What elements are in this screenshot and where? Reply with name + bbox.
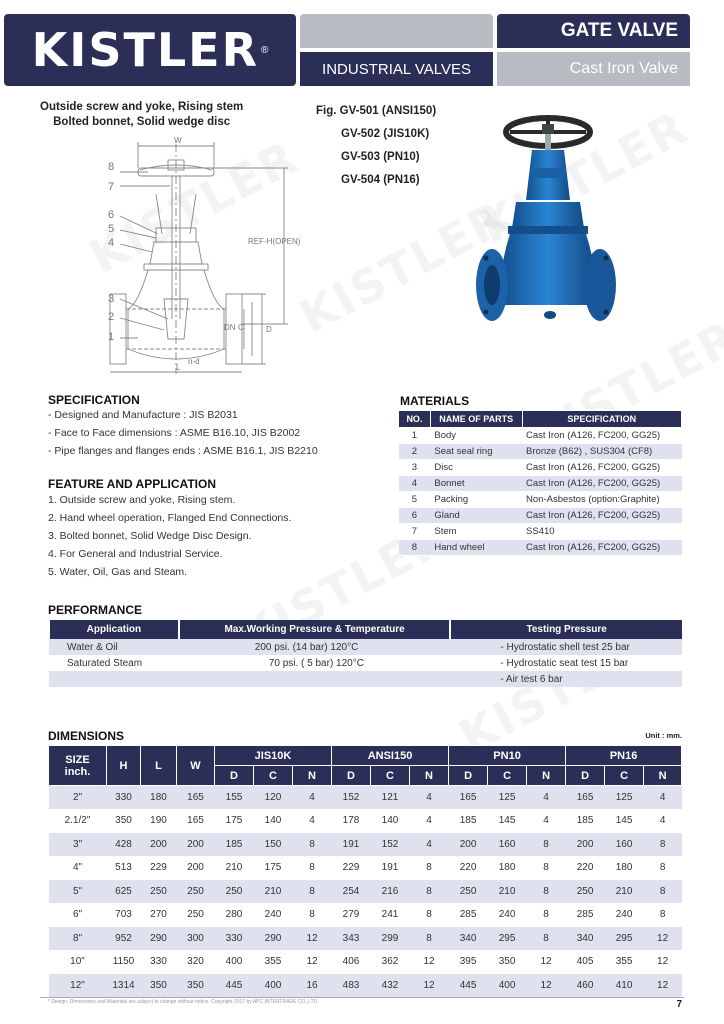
table-row <box>399 540 682 556</box>
dimensions-cell: 165 <box>566 786 605 810</box>
table-row <box>49 809 682 833</box>
dim-subheader: N <box>293 766 332 786</box>
dimensions-cell: 165 <box>177 809 215 833</box>
performance-header-pressure: Max.Working Pressure & Temperature <box>179 620 451 639</box>
dim-subheader: D <box>215 766 254 786</box>
dimensions-cell: 210 <box>215 856 254 880</box>
feature-item: 3. Bolted bonnet, Solid Wedge Disc Design. <box>48 530 252 542</box>
dimensions-cell: 150 <box>254 833 293 857</box>
dim-subheader: C <box>605 766 644 786</box>
dimensions-cell: 4 <box>527 809 566 833</box>
dimensions-cell: 12 <box>410 950 449 974</box>
table-row <box>49 903 682 927</box>
dimensions-cell: 180 <box>605 856 644 880</box>
dimensions-cell: 165 <box>449 786 488 810</box>
materials-cell: 2 <box>399 444 431 460</box>
materials-cell: SS410 <box>522 524 681 540</box>
feature-item: 2. Hand wheel operation, Flanged End Connections. <box>48 512 292 524</box>
dim-subheader: D <box>566 766 605 786</box>
dimensions-cell: 405 <box>566 950 605 974</box>
product-description <box>40 100 243 130</box>
dim-header-w: W <box>177 746 215 786</box>
dimensions-cell: 300 <box>177 927 215 951</box>
page-number: 7 <box>676 999 682 1010</box>
dimensions-cell: 355 <box>254 950 293 974</box>
unit-label: Unit : mm. <box>645 731 682 740</box>
gate-valve-photo <box>470 110 620 345</box>
table-row <box>49 974 682 998</box>
dimensions-cell: 350 <box>177 974 215 998</box>
technical-drawing <box>98 134 328 379</box>
dimensions-cell: 8 <box>644 903 682 927</box>
logo-text: KISTLER <box>31 23 260 77</box>
dimensions-cell: 210 <box>488 880 527 904</box>
dimensions-cell: 125 <box>488 786 527 810</box>
callout-2: 2 <box>108 311 115 323</box>
dimensions-cell: 12 <box>644 950 682 974</box>
table-row <box>399 508 682 524</box>
dimensions-cell: 8 <box>410 903 449 927</box>
dimensions-cell: 1314 <box>107 974 141 998</box>
dimensions-cell: 180 <box>141 786 177 810</box>
dimensions-cell: 145 <box>605 809 644 833</box>
dimensions-cell: 175 <box>254 856 293 880</box>
callout-1: 1 <box>108 331 115 343</box>
dimensions-cell: 165 <box>177 786 215 810</box>
dimensions-cell: 400 <box>215 950 254 974</box>
materials-cell: Gland <box>430 508 522 524</box>
dim-header-size-unit: inch. <box>64 765 91 778</box>
materials-cell: 3 <box>399 460 431 476</box>
dim-subheader: N <box>410 766 449 786</box>
dimensions-cell: 362 <box>371 950 410 974</box>
performance-cell: - Hydrostatic seat test 15 bar <box>450 655 682 671</box>
callout-8: 8 <box>108 161 115 173</box>
dimensions-cell: 703 <box>107 903 141 927</box>
callout-3: 3 <box>108 293 115 305</box>
dimensions-cell: 8 <box>293 833 332 857</box>
dim-subheader: N <box>644 766 682 786</box>
dimensions-cell: 445 <box>215 974 254 998</box>
dimensions-cell: 290 <box>141 927 177 951</box>
dimensions-cell: 6" <box>49 903 107 927</box>
specification-item: - Pipe flanges and flanges ends : ASME B16.1, JIS B2210 <box>48 445 318 457</box>
materials-cell: Packing <box>430 492 522 508</box>
dimensions-cell: 10" <box>49 950 107 974</box>
dimensions-cell: 178 <box>332 809 371 833</box>
materials-cell: Cast Iron (A126, FC200, GG25) <box>522 508 681 524</box>
footer-note: * Design, Dimensions and Materials are subject to change without notice. Copyright 2017 by APC INTERTRADE CO.,LTD. <box>48 999 319 1005</box>
figure-number: GV-503 (PN10) <box>341 151 420 163</box>
dim-header-l: L <box>141 746 177 786</box>
dimensions-cell: 285 <box>566 903 605 927</box>
materials-cell: Disc <box>430 460 522 476</box>
table-row <box>399 444 682 460</box>
feature-item: 5. Water, Oil, Gas and Steam. <box>48 566 188 578</box>
dimensions-cell: 2.1/2" <box>49 809 107 833</box>
dimensions-cell: 1150 <box>107 950 141 974</box>
dimensions-cell: 8 <box>527 927 566 951</box>
dimensions-cell: 190 <box>141 809 177 833</box>
dimensions-cell: 145 <box>488 809 527 833</box>
dimensions-cell: 4 <box>293 809 332 833</box>
materials-cell: Cast Iron (A126, FC200, GG25) <box>522 428 681 444</box>
dimensions-cell: 12 <box>293 927 332 951</box>
dimensions-cell: 320 <box>177 950 215 974</box>
dimensions-cell: 240 <box>488 903 527 927</box>
dimensions-cell: 8 <box>527 880 566 904</box>
dim-label-dn: DN <box>224 323 236 332</box>
performance-cell: - Hydrostatic shell test 25 bar <box>450 639 682 655</box>
dimensions-cell: 12 <box>293 950 332 974</box>
dimensions-cell: 299 <box>371 927 410 951</box>
category-label: INDUSTRIAL VALVES <box>300 52 493 86</box>
dimensions-cell: 216 <box>371 880 410 904</box>
brand-logo <box>4 14 296 86</box>
dimensions-cell: 152 <box>332 786 371 810</box>
table-row <box>49 833 682 857</box>
dimensions-cell: 250 <box>449 880 488 904</box>
materials-cell: Stem <box>430 524 522 540</box>
materials-header-name: NAME OF PARTS <box>430 411 522 428</box>
dimensions-cell: 428 <box>107 833 141 857</box>
callout-7: 7 <box>108 181 115 193</box>
table-row <box>49 786 682 810</box>
materials-table <box>398 410 682 556</box>
performance-cell: 70 psi. ( 5 bar) 120°C <box>179 655 451 671</box>
dimensions-cell: 200 <box>141 833 177 857</box>
dimensions-cell: 191 <box>332 833 371 857</box>
dimensions-cell: 4 <box>293 786 332 810</box>
dim-subheader: C <box>371 766 410 786</box>
materials-cell: Body <box>430 428 522 444</box>
dimensions-cell: 350 <box>488 950 527 974</box>
materials-cell: Bonnet <box>430 476 522 492</box>
dimensions-cell: 8 <box>527 903 566 927</box>
dimensions-cell: 295 <box>605 927 644 951</box>
dimensions-cell: 8 <box>644 880 682 904</box>
dimensions-cell: 185 <box>566 809 605 833</box>
performance-cell <box>49 671 179 687</box>
dimensions-cell: 220 <box>449 856 488 880</box>
dimensions-cell: 330 <box>141 950 177 974</box>
dimensions-cell: 355 <box>605 950 644 974</box>
dimensions-cell: 4 <box>410 809 449 833</box>
table-row <box>399 460 682 476</box>
dimensions-cell: 120 <box>254 786 293 810</box>
dimensions-cell: 152 <box>371 833 410 857</box>
dimensions-cell: 229 <box>141 856 177 880</box>
dim-label-nd: n-d <box>188 357 200 366</box>
performance-header-testing: Testing Pressure <box>450 620 682 639</box>
dimensions-cell: 343 <box>332 927 371 951</box>
dimensions-cell: 140 <box>371 809 410 833</box>
dimensions-cell: 483 <box>332 974 371 998</box>
materials-cell: Cast Iron (A126, FC200, GG25) <box>522 476 681 492</box>
table-row <box>49 880 682 904</box>
dimensions-cell: 155 <box>215 786 254 810</box>
dimensions-cell: 210 <box>605 880 644 904</box>
dim-subheader: N <box>527 766 566 786</box>
dimensions-cell: 200 <box>566 833 605 857</box>
dimensions-cell: 220 <box>566 856 605 880</box>
dimensions-cell: 952 <box>107 927 141 951</box>
dimensions-cell: 513 <box>107 856 141 880</box>
dimensions-cell: 395 <box>449 950 488 974</box>
dimensions-cell: 8 <box>293 903 332 927</box>
materials-cell: 7 <box>399 524 431 540</box>
dimensions-cell: 250 <box>177 903 215 927</box>
dimensions-cell: 200 <box>177 833 215 857</box>
product-title: GATE VALVE <box>497 14 690 48</box>
performance-cell: - Air test 6 bar <box>450 671 682 687</box>
dimensions-cell: 400 <box>488 974 527 998</box>
dim-header-size <box>49 746 107 786</box>
performance-cell: Saturated Steam <box>49 655 179 671</box>
dimensions-cell: 121 <box>371 786 410 810</box>
dimensions-cell: 240 <box>254 903 293 927</box>
performance-header-application: Application <box>49 620 179 639</box>
table-row <box>399 524 682 540</box>
table-row <box>49 856 682 880</box>
figure-numbers <box>316 100 436 192</box>
feature-list <box>48 491 291 581</box>
dimensions-cell: 12 <box>410 974 449 998</box>
materials-cell: Hand wheel <box>430 540 522 556</box>
dimensions-cell: 8 <box>410 880 449 904</box>
dimensions-cell: 250 <box>177 880 215 904</box>
dimensions-cell: 12 <box>644 974 682 998</box>
callout-4: 4 <box>108 237 115 249</box>
dimensions-cell: 2" <box>49 786 107 810</box>
specification-item: - Face to Face dimensions : ASME B16.10, JIS B2002 <box>48 427 301 439</box>
figure-number: GV-504 (PN16) <box>341 174 420 186</box>
materials-cell: Non-Asbestos (option:Graphite) <box>522 492 681 508</box>
dimensions-cell: 340 <box>449 927 488 951</box>
dimensions-cell: 210 <box>254 880 293 904</box>
table-row <box>49 950 682 974</box>
materials-cell: 8 <box>399 540 431 556</box>
performance-cell <box>179 671 451 687</box>
table-row <box>49 671 682 687</box>
dim-header-group: PN10 <box>449 746 566 766</box>
dimensions-cell: 8" <box>49 927 107 951</box>
dimensions-cell: 279 <box>332 903 371 927</box>
materials-cell: 4 <box>399 476 431 492</box>
dimensions-cell: 432 <box>371 974 410 998</box>
dim-header-group: PN16 <box>566 746 682 766</box>
dimensions-cell: 160 <box>605 833 644 857</box>
dimensions-cell: 180 <box>488 856 527 880</box>
dimensions-cell: 125 <box>605 786 644 810</box>
dimensions-cell: 240 <box>605 903 644 927</box>
materials-cell: 6 <box>399 508 431 524</box>
dimensions-cell: 4 <box>527 786 566 810</box>
dimensions-cell: 4 <box>410 786 449 810</box>
dimensions-cell: 12" <box>49 974 107 998</box>
specification-item: - Designed and Manufacture : JIS B2031 <box>48 409 238 421</box>
description-line: Outside screw and yoke, Rising stem <box>40 101 244 113</box>
dim-label-l: L <box>176 363 181 372</box>
footer-divider <box>40 997 684 998</box>
dimensions-cell: 330 <box>215 927 254 951</box>
table-row <box>399 476 682 492</box>
dimensions-cell: 16 <box>293 974 332 998</box>
materials-cell: 5 <box>399 492 431 508</box>
table-row <box>49 655 682 671</box>
dimensions-cell: 8 <box>410 927 449 951</box>
dimensions-cell: 4 <box>644 786 682 810</box>
dimensions-table <box>48 745 682 997</box>
table-row <box>49 639 682 655</box>
table-row <box>399 428 682 444</box>
description-line: Bolted bonnet, Solid wedge disc <box>53 116 231 128</box>
dim-header-size-label: SIZE <box>65 753 90 766</box>
feature-item: 4. For General and Industrial Service. <box>48 548 223 560</box>
dimensions-cell: 229 <box>332 856 371 880</box>
materials-cell: Cast Iron (A126, FC200, GG25) <box>522 460 681 476</box>
dim-label-c: C <box>238 323 244 332</box>
dimensions-cell: 12 <box>527 974 566 998</box>
dimensions-cell: 8 <box>527 833 566 857</box>
table-row <box>399 492 682 508</box>
dimensions-cell: 140 <box>254 809 293 833</box>
performance-cell: 200 psi. (14 bar) 120°C <box>179 639 451 655</box>
header-decor-block <box>300 14 493 48</box>
dimensions-cell: 625 <box>107 880 141 904</box>
dimensions-cell: 160 <box>488 833 527 857</box>
specification-title: SPECIFICATION <box>48 393 140 407</box>
logo-registered-mark: ® <box>261 44 269 56</box>
dimensions-cell: 5" <box>49 880 107 904</box>
dimensions-cell: 330 <box>107 786 141 810</box>
dimensions-cell: 3" <box>49 833 107 857</box>
performance-table <box>48 620 682 687</box>
figure-number: Fig. GV-501 (ANSI150) <box>316 105 437 117</box>
dimensions-cell: 8 <box>410 856 449 880</box>
specification-list <box>48 406 318 460</box>
dim-label-d: D <box>266 325 272 334</box>
dimensions-cell: 290 <box>254 927 293 951</box>
dimensions-cell: 285 <box>449 903 488 927</box>
dimensions-cell: 185 <box>215 833 254 857</box>
figure-number: GV-502 (JIS10K) <box>341 128 430 140</box>
feature-item: 1. Outside screw and yoke, Rising stem. <box>48 494 236 506</box>
materials-header-spec: SPECIFICATION <box>522 411 681 428</box>
dimensions-cell: 8 <box>293 880 332 904</box>
dimensions-cell: 280 <box>215 903 254 927</box>
materials-cell: Bronze (B62) , SUS304 (CF8) <box>522 444 681 460</box>
materials-header-no: NO. <box>399 411 431 428</box>
dimensions-cell: 445 <box>449 974 488 998</box>
dimensions-cell: 295 <box>488 927 527 951</box>
dimensions-cell: 4 <box>410 833 449 857</box>
performance-title: PERFORMANCE <box>48 603 143 617</box>
dimensions-cell: 200 <box>177 856 215 880</box>
dimensions-cell: 12 <box>644 927 682 951</box>
dim-subheader: C <box>488 766 527 786</box>
dimensions-cell: 12 <box>527 950 566 974</box>
materials-cell: 1 <box>399 428 431 444</box>
materials-title: MATERIALS <box>400 394 470 408</box>
dimensions-cell: 185 <box>449 809 488 833</box>
dimensions-cell: 250 <box>215 880 254 904</box>
dimensions-cell: 250 <box>566 880 605 904</box>
dimensions-cell: 8 <box>293 856 332 880</box>
dimensions-cell: 340 <box>566 927 605 951</box>
materials-cell: Seat seal ring <box>430 444 522 460</box>
dimensions-cell: 460 <box>566 974 605 998</box>
dim-subheader: D <box>332 766 371 786</box>
materials-cell: Cast Iron (A126, FC200, GG25) <box>522 540 681 556</box>
dimensions-cell: 270 <box>141 903 177 927</box>
dimensions-cell: 350 <box>141 974 177 998</box>
dim-label-w: W <box>174 136 182 145</box>
dimensions-title: DIMENSIONS <box>48 729 125 743</box>
callout-5: 5 <box>108 223 115 235</box>
dim-label-ref-h: REF-H(OPEN) <box>248 237 301 246</box>
dim-subheader: D <box>449 766 488 786</box>
dim-header-h: H <box>107 746 141 786</box>
dimensions-cell: 250 <box>141 880 177 904</box>
dim-header-group: ANSI150 <box>332 746 449 766</box>
dimensions-cell: 191 <box>371 856 410 880</box>
dimensions-cell: 400 <box>254 974 293 998</box>
table-row <box>49 927 682 951</box>
dimensions-cell: 350 <box>107 809 141 833</box>
dim-subheader: C <box>254 766 293 786</box>
dimensions-cell: 406 <box>332 950 371 974</box>
material-label: Cast Iron Valve <box>497 52 690 86</box>
dimensions-cell: 4 <box>644 809 682 833</box>
dimensions-cell: 200 <box>449 833 488 857</box>
dimensions-cell: 241 <box>371 903 410 927</box>
dimensions-cell: 4" <box>49 856 107 880</box>
feature-title: FEATURE AND APPLICATION <box>48 477 216 491</box>
dimensions-cell: 410 <box>605 974 644 998</box>
dimensions-cell: 8 <box>644 833 682 857</box>
dimensions-cell: 254 <box>332 880 371 904</box>
performance-cell: Water & Oil <box>49 639 179 655</box>
dimensions-cell: 175 <box>215 809 254 833</box>
dim-header-group: JIS10K <box>215 746 332 766</box>
dimensions-cell: 8 <box>644 856 682 880</box>
dimensions-cell: 8 <box>527 856 566 880</box>
callout-6: 6 <box>108 209 115 221</box>
